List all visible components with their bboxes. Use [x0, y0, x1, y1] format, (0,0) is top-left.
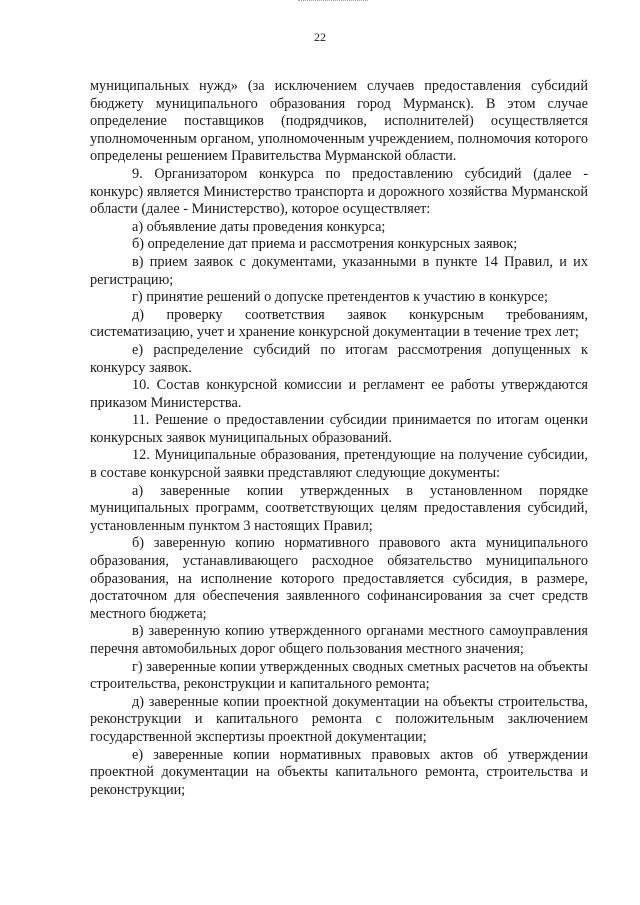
list-item-12g: г) заверенные копии утвержденных сводных сметных расчетов на объекты строительства, реконструкции и капитального ремонта;: [90, 658, 588, 693]
list-item-9b: б) определение дат приема и рассмотрения конкурсных заявок;: [132, 236, 518, 253]
list-item-9v: в) прием заявок с документами, указанными в пункте 14 Правил, и их регистрацию;: [90, 253, 588, 288]
page-number: 22: [314, 30, 326, 44]
paragraph-item-9: 9. Организатором конкурса по предоставлению субсидий (далее - конкурс) является Министерство транспорта и дорожного хозяйства Мурманской области (далее - Министерство), которое осуществляет:: [90, 165, 588, 218]
scan-artifact: [298, 0, 368, 3]
paragraph-item-12: 12. Муниципальные образования, претендующие на получение субсидии, в составе конкурсной заявки представляют следующие документы:: [90, 447, 588, 482]
list-item-12e: е) заверенные копии нормативных правовых актов об утверждении проектной документации на объекты капитального ремонта, строительства и реконструкции;: [90, 746, 588, 798]
list-item-9a: а) объявление даты проведения конкурса;: [132, 218, 386, 235]
document-body: [90, 78, 588, 799]
list-item-12d: д) заверенные копии проектной документации на объекты строительства, реконструкции и капитального ремонта с положительным заключением государственной экспертизы проектной документации;: [90, 693, 588, 745]
list-item-9d: д) проверку соответствия заявок конкурсным требованиям, систематизацию, учет и хранение конкурсной документации в течение трех лет;: [90, 306, 588, 341]
list-item-12a: а) заверенные копии утвержденных в установленном порядке муниципальных программ, соответствующих целям предоставления субсидий, установленным пунктом 3 настоящих Правил;: [90, 482, 588, 534]
paragraph-continuation: муниципальных нужд» (за исключением случаев предоставления субсидий бюджету муниципального образования город Мурманск). В этом случае определение поставщиков (подрядчиков, исполнителей) осуществляется уполномоченным органом, уполномоченным учреждением, полномочия которого определены решением Правительства Мурманской области.: [90, 78, 588, 165]
list-item-12b: б) заверенную копию нормативного правового акта муниципального образования, устанавливающего расходное обязательство муниципального образования, на исполнение которого предоставляется субсидия, в размере, достаточном для обеспечения заявленного софинансирования за счет средств местного бюджета;: [90, 535, 588, 622]
list-item-12v: в) заверенную копию утвержденного органами местного самоуправления перечня автомобильных дорог общего пользования местного значения;: [90, 623, 588, 657]
list-item-9g: г) принятие решений о допуске претендентов к участию в конкурсе;: [132, 289, 548, 306]
list-item-9e: е) распределение субсидий по итогам рассмотрения допущенных к конкурсу заявок.: [90, 341, 588, 376]
paragraph-item-10: 10. Состав конкурсной комиссии и регламент ее работы утверждаются приказом Министерства.: [90, 377, 588, 411]
paragraph-item-11: 11. Решение о предоставлении субсидии принимается по итогам оценки конкурсных заявок муниципальных образований.: [90, 412, 588, 446]
